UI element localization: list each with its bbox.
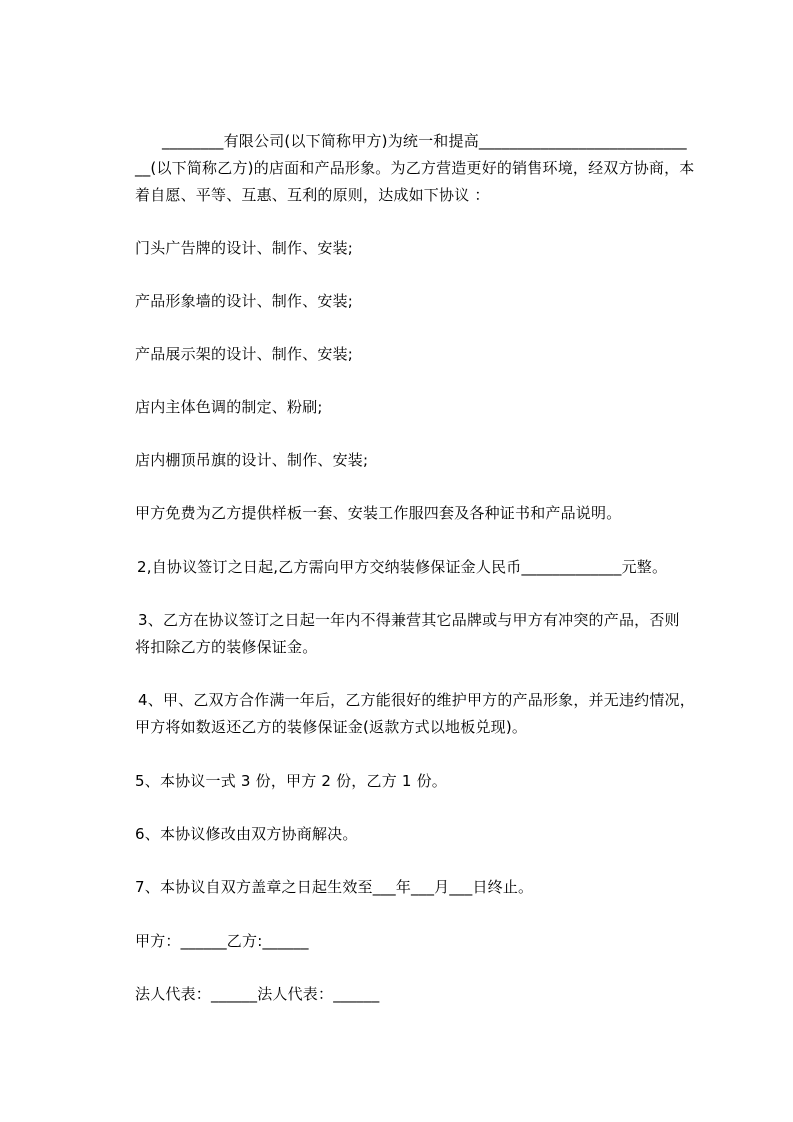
- intro-line-2: __(以下简称乙方)的店面和产品形象。为乙方营造更好的销售环境，经双方协商，本: [135, 159, 695, 177]
- item-product-display-rack: 产品展示架的设计、制作、安装;: [135, 345, 354, 363]
- clause-7: 7、本协议自双方盖章之日起生效至___年___月___日终止。: [135, 878, 534, 896]
- item-interior-color-painting: 店内主体色调的制定、粉刷;: [135, 398, 323, 416]
- clause-2: 2,自协议签订之日起,乙方需向甲方交纳装修保证金人民币_____________元整。: [137, 558, 668, 576]
- clause-4-line-1: 4、甲、乙双方合作满一年后，乙方能很好的维护甲方的产品形象，并无违约情况，: [138, 691, 695, 709]
- item-free-samples: 甲方免费为乙方提供样板一套、安装工作服四套及各种证书和产品说明。: [135, 504, 622, 522]
- item-product-image-wall: 产品形象墙的设计、制作、安装;: [135, 292, 354, 310]
- signature-legal-reps: 法人代表：______法人代表：______: [135, 985, 380, 1003]
- intro-line-3: 着自愿、平等、互惠、互利的原则，达成如下协议 ：: [135, 186, 490, 204]
- clause-3-line-1: 3、乙方在协议签订之日起一年内不得兼营其它品牌或与甲方有冲突的产品，否则: [138, 611, 680, 629]
- clause-3-line-2: 将扣除乙方的装修保证金。: [135, 638, 318, 656]
- clause-4-line-2: 甲方将如数返还乙方的装修保证金(返款方式以地板兑现)。: [135, 718, 528, 736]
- signature-parties: 甲方：______乙方:______: [135, 932, 309, 950]
- intro-line-1: ________有限公司(以下简称甲方)为统一和提高___________________________: [162, 132, 687, 150]
- clause-6: 6、本协议修改由双方协商解决。: [135, 825, 358, 843]
- item-ceiling-banners: 店内棚顶吊旗的设计、制作、安装;: [135, 451, 369, 469]
- item-storefront-sign: 门头广告牌的设计、制作、安装;: [135, 239, 354, 257]
- clause-5: 5、本协议一式 3 份，甲方 2 份，乙方 1 份。: [135, 772, 447, 790]
